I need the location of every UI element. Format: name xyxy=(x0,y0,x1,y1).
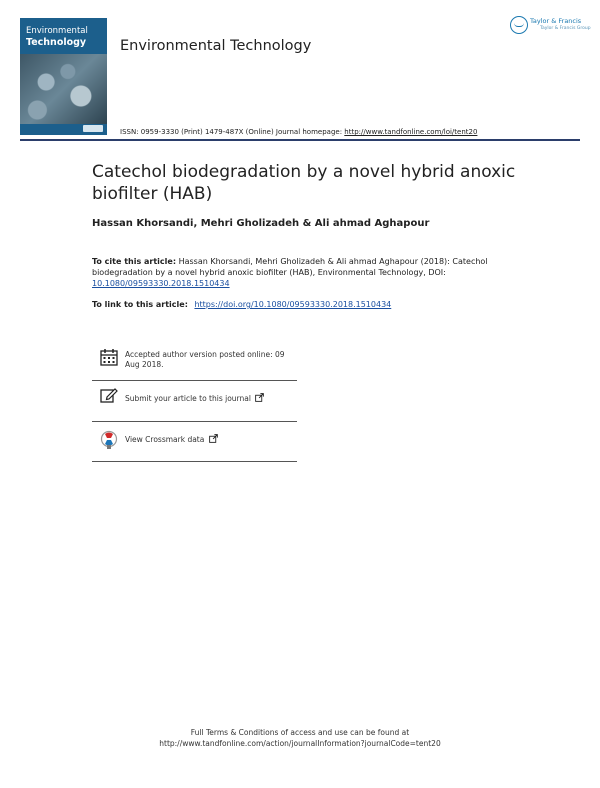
crossmark-row[interactable] xyxy=(92,428,297,452)
publisher-logo xyxy=(510,16,591,36)
submit-article-label: Submit your article to this journal xyxy=(125,394,251,403)
publisher-subname: Taylor & Francis Group xyxy=(540,26,591,31)
article-authors: Hassan Khorsandi, Mehri Gholizadeh & Ali ahmad Aghapour xyxy=(92,218,430,229)
citation-block xyxy=(92,256,522,289)
crossmark-link[interactable] xyxy=(125,434,297,445)
journal-name: Environmental Technology xyxy=(120,38,312,54)
publisher-name: Taylor & Francis xyxy=(530,17,582,25)
info-divider-3 xyxy=(92,461,297,462)
submit-row[interactable] xyxy=(92,387,297,409)
article-doi-link[interactable]: https://doi.org/10.1080/09593330.2018.1510434 xyxy=(194,300,392,309)
calendar-icon xyxy=(100,348,118,370)
footer-terms-text: Full Terms & Conditions of access and use can be found at xyxy=(190,728,410,737)
crossmark-icon xyxy=(100,430,118,454)
publisher-logo-icon xyxy=(510,16,528,34)
info-divider-1 xyxy=(92,380,297,381)
crossmark-label: View Crossmark data xyxy=(125,435,205,444)
link-label: To link to this article: xyxy=(92,300,188,309)
cover-image xyxy=(20,54,107,124)
edit-icon xyxy=(100,387,118,407)
external-link-icon xyxy=(255,393,264,402)
header-divider xyxy=(20,139,580,141)
external-link-icon xyxy=(209,434,218,443)
issn-line xyxy=(120,128,477,136)
article-link-line xyxy=(92,300,391,309)
article-title: Catechol biodegradation by a novel hybrid anoxic biofilter (HAB) xyxy=(92,162,516,204)
footer xyxy=(0,727,600,749)
submit-article-link[interactable] xyxy=(125,393,297,404)
footer-terms-link[interactable]: http://www.tandfonline.com/action/journalInformation?journalCode=tent20 xyxy=(159,739,441,748)
citation-text: Hassan Khorsandi, Mehri Gholizadeh & Ali ahmad Aghapour (2018): Catechol biodegradation by a novel hybrid anoxic biofilter (HAB), Environmental Technology, DOI: xyxy=(92,257,488,277)
accepted-row xyxy=(92,348,297,378)
journal-homepage-link[interactable]: http://www.tandfonline.com/loi/tent20 xyxy=(344,128,478,136)
cover-publisher-logo xyxy=(83,125,103,132)
issn-text: ISSN: 0959-3330 (Print) 1479-487X (Online) Journal homepage: xyxy=(120,128,343,136)
accepted-text: Accepted author version posted online: 09 Aug 2018. xyxy=(125,350,285,369)
citation-doi-link[interactable]: 10.1080/09593330.2018.1510434 xyxy=(92,279,230,288)
cover-title-line1: Environmental xyxy=(26,26,88,36)
info-divider-2 xyxy=(92,421,297,422)
journal-cover xyxy=(20,18,107,135)
citation-label: To cite this article: xyxy=(92,257,177,266)
cover-title-line2: Technology xyxy=(26,37,87,48)
